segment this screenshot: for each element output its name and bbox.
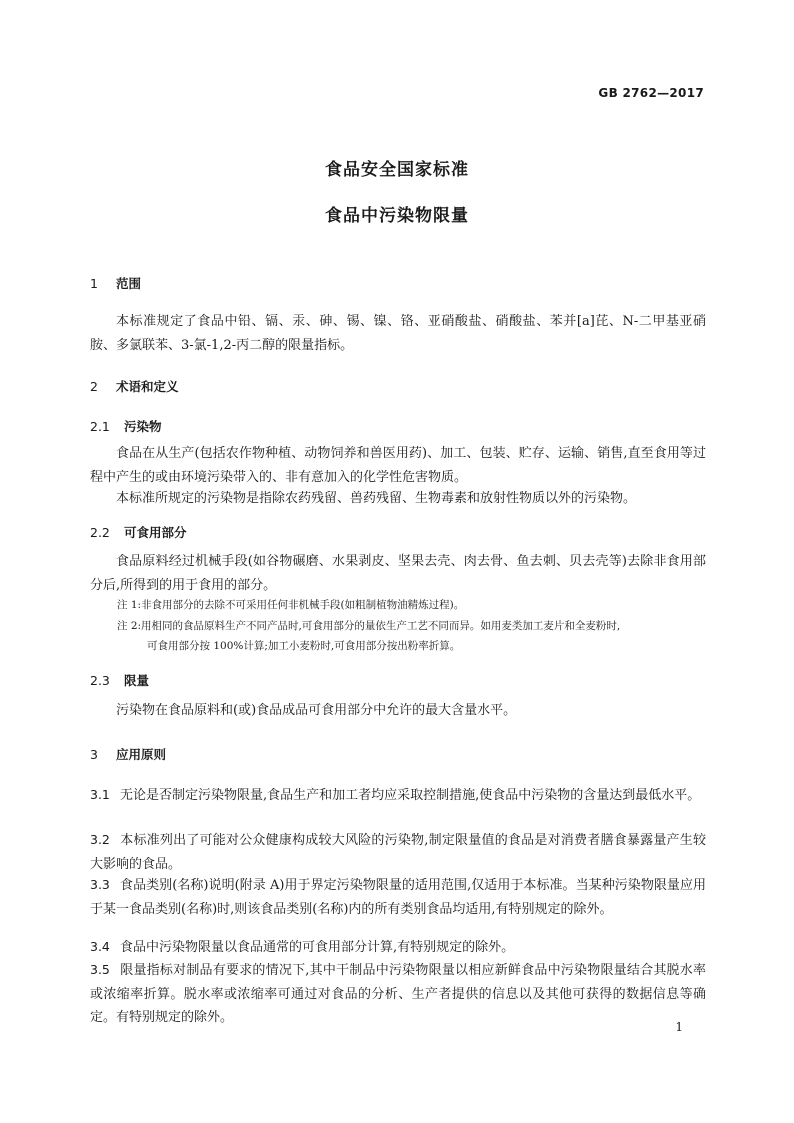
section-2-2-number: 2.2 bbox=[90, 525, 110, 540]
section-2-3-number: 2.3 bbox=[90, 673, 110, 688]
section-2-1-heading bbox=[90, 417, 162, 435]
section-2-2-title: 可食用部分 bbox=[124, 525, 187, 540]
note-2-line-2: 可食用部分按 100%计算;加工小麦粉时,可食用部分按出粉率折算。 bbox=[147, 640, 461, 652]
clause-number: 3.5 bbox=[90, 962, 110, 977]
section-2-title: 术语和定义 bbox=[116, 379, 179, 394]
clause-text: 食品中污染物限量以食品通常的可食用部分计算,有特别规定的除外。 bbox=[120, 940, 515, 955]
section-2-heading bbox=[90, 377, 179, 395]
standard-code: GB 2762—2017 bbox=[598, 86, 704, 100]
section-1-number: 1 bbox=[90, 276, 98, 291]
section-2-number: 2 bbox=[90, 379, 98, 394]
note-2-line-1: 注 2:用相同的食品原料生产不同产品时,可食用部分的量依生产工艺不同而异。如用麦类加工麦片和全麦粉时, bbox=[117, 620, 621, 632]
section-2-3-title: 限量 bbox=[124, 673, 150, 688]
document-title: 食品安全国家标准 bbox=[325, 160, 469, 180]
clause-3-4 bbox=[90, 935, 706, 960]
section-1-heading bbox=[90, 274, 141, 292]
clause-number: 3.4 bbox=[90, 939, 110, 954]
section-2-1-para-1: 食品在从生产(包括农作物种植、动物饲养和兽医用药)、加工、包装、贮存、运输、销售,直至食用等过程中产生的或由环境污染带入的、非有意加入的化学性危害物质。 bbox=[90, 446, 706, 485]
section-2-1-para-2: 本标准所规定的污染物是指除农药残留、兽药残留、生物毒素和放射性物质以外的污染物。 bbox=[116, 491, 637, 506]
clause-number: 3.1 bbox=[90, 787, 110, 802]
clause-text: 食品类别(名称)说明(附录 A)用于界定污染物限量的适用范围,仅适用于本标准。当某种污染物限量应用于某一食品类别(名称)时,则该食品类别(名称)内的所有类别食品均适用,有特别规定的除外。 bbox=[90, 878, 706, 917]
clause-number: 3.3 bbox=[90, 877, 110, 892]
section-1-title: 范围 bbox=[116, 276, 142, 291]
section-3-heading bbox=[90, 745, 166, 763]
document-subtitle: 食品中污染物限量 bbox=[325, 206, 469, 226]
section-3-number: 3 bbox=[90, 747, 98, 762]
section-2-3-para-1: 污染物在食品原料和(或)食品成品可食用部分中允许的最大含量水平。 bbox=[116, 703, 517, 718]
section-1-text: 本标准规定了食品中铅、镉、汞、砷、锡、镍、铬、亚硝酸盐、硝酸盐、苯并[a]芘、N-二甲基亚硝胺、多氯联苯、3-氯-1,2-丙二醇的限量指标。 bbox=[90, 314, 706, 353]
section-3-title: 应用原则 bbox=[116, 747, 167, 762]
clause-3-5 bbox=[90, 958, 706, 1030]
note-1: 注 1:非食用部分的去除不可采用任何非机械手段(如粗制植物油精炼过程)。 bbox=[117, 599, 465, 611]
page-number: 1 bbox=[675, 1020, 683, 1034]
clause-number: 3.2 bbox=[90, 832, 110, 847]
section-2-3-heading bbox=[90, 671, 149, 689]
clause-3-2 bbox=[90, 828, 706, 876]
clause-3-1 bbox=[90, 783, 706, 808]
clause-text: 无论是否制定污染物限量,食品生产和加工者均应采取控制措施,使食品中污染物的含量达到最低水平。 bbox=[120, 788, 701, 803]
section-2-2-para-1: 食品原料经过机械手段(如谷物碾磨、水果剥皮、坚果去壳、肉去骨、鱼去刺、贝去壳等)去除非食用部分后,所得到的用于食用的部分。 bbox=[90, 554, 706, 593]
section-2-1-number: 2.1 bbox=[90, 419, 110, 434]
clause-3-3 bbox=[90, 873, 706, 921]
section-2-2-heading bbox=[90, 523, 187, 541]
clause-text: 本标准列出了可能对公众健康构成较大风险的污染物,制定限量值的食品是对消费者膳食暴露量产生较大影响的食品。 bbox=[90, 833, 706, 872]
section-2-1-title: 污染物 bbox=[124, 419, 162, 434]
clause-text: 限量指标对制品有要求的情况下,其中干制品中污染物限量以相应新鲜食品中污染物限量结合其脱水率或浓缩率折算。脱水率或浓缩率可通过对食品的分析、生产者提供的信息以及其他可获得的数据信息等确定。有特别规定的除外。 bbox=[90, 963, 706, 1025]
